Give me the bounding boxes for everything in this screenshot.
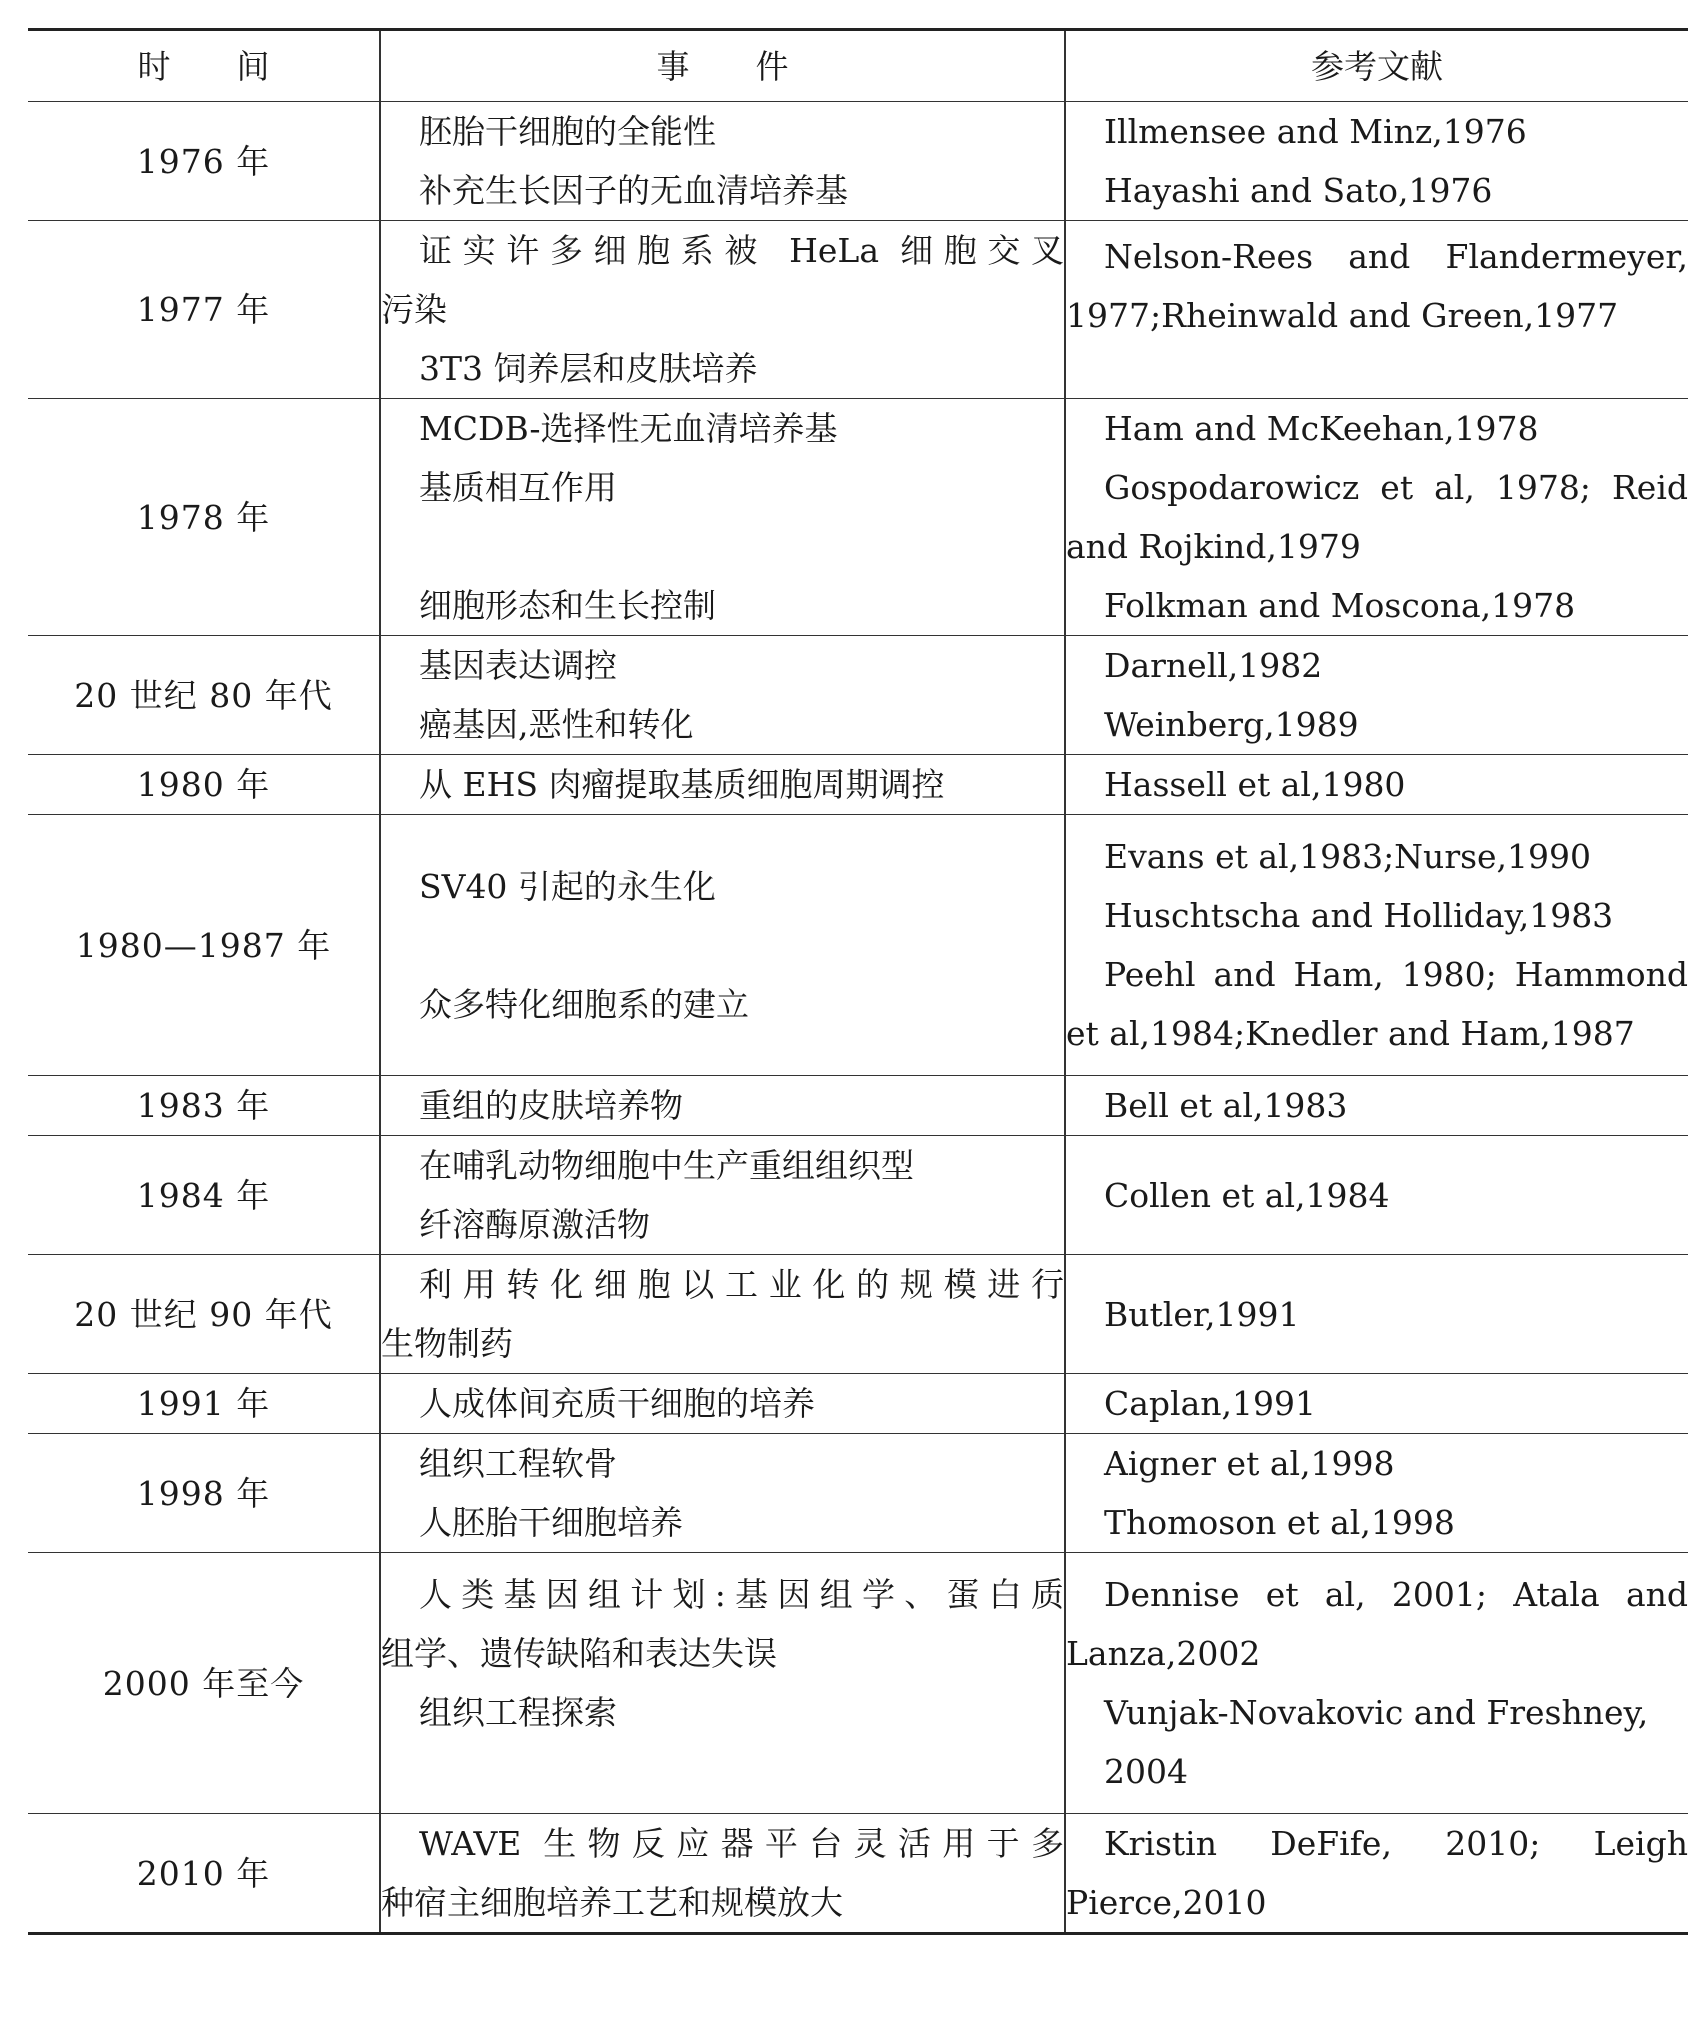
row-time: 20 世纪 80 年代 — [28, 636, 380, 755]
ref-line: Dennise et al, 2001; Atala and — [1104, 1575, 1688, 1614]
table-row — [28, 815, 1688, 1076]
row-time: 2000 年至今 — [28, 1553, 380, 1814]
ref-line: Folkman and Moscona,1978 — [1104, 586, 1576, 625]
ref-line: Hayashi and Sato,1976 — [1104, 171, 1493, 210]
header-refs: 参考文献 — [1065, 30, 1688, 102]
event-line: 人类基因组计划:基因组学、蛋白质 — [419, 1575, 1064, 1614]
ref-line: Weinberg,1989 — [1104, 705, 1359, 744]
row-events — [380, 102, 1065, 221]
row-refs — [1065, 1136, 1688, 1255]
event-line: 种宿主细胞培养工艺和规模放大 — [381, 1883, 843, 1922]
row-refs — [1065, 1553, 1688, 1814]
ref-line: Gospodarowicz et al, 1978; Reid — [1104, 468, 1688, 507]
ref-line: and Rojkind,1979 — [1066, 527, 1361, 566]
table-row — [28, 399, 1688, 636]
row-time: 20 世纪 90 年代 — [28, 1255, 380, 1374]
row-refs — [1065, 1814, 1688, 1934]
table-row — [28, 221, 1688, 399]
event-line: SV40 引起的永生化 — [419, 866, 716, 906]
event-line: 组织工程探索 — [419, 1693, 617, 1732]
row-refs — [1065, 1374, 1688, 1434]
line-spacer — [381, 916, 1064, 975]
event-line: 生物制药 — [381, 1324, 513, 1363]
row-time: 1998 年 — [28, 1434, 380, 1553]
ref-line: Bell et al,1983 — [1104, 1086, 1348, 1125]
row-refs — [1065, 221, 1688, 399]
row-time: 1991 年 — [28, 1374, 380, 1434]
row-time: 2010 年 — [28, 1814, 380, 1934]
row-events — [380, 399, 1065, 636]
ref-line: Collen et al,1984 — [1104, 1175, 1390, 1215]
row-time: 1980—1987 年 — [28, 815, 380, 1076]
event-line: 在哺乳动物细胞中生产重组组织型 — [419, 1146, 914, 1185]
event-line: 利用转化细胞以工业化的规模进行 — [419, 1265, 1064, 1304]
ref-line: Vunjak-Novakovic and Freshney, — [1104, 1693, 1649, 1732]
row-events — [380, 1076, 1065, 1136]
row-time: 1984 年 — [28, 1136, 380, 1255]
event-line: MCDB-选择性无血清培养基 — [419, 409, 838, 448]
ref-line: Aigner et al,1998 — [1104, 1444, 1395, 1483]
row-events — [380, 221, 1065, 399]
event-line: 纤溶酶原激活物 — [419, 1205, 650, 1244]
row-events — [380, 1434, 1065, 1553]
row-time: 1976 年 — [28, 102, 380, 221]
event-line: 癌基因,恶性和转化 — [419, 705, 694, 744]
row-refs — [1065, 755, 1688, 815]
row-events — [380, 815, 1065, 1076]
row-time: 1977 年 — [28, 221, 380, 399]
row-events — [380, 1255, 1065, 1374]
row-events — [380, 1374, 1065, 1434]
table-row — [28, 755, 1688, 815]
row-time: 1980 年 — [28, 755, 380, 815]
event-line: 污染 — [381, 290, 447, 329]
ref-line: 1977;Rheinwald and Green,1977 — [1066, 296, 1619, 335]
event-line: 人胚胎干细胞培养 — [419, 1503, 683, 1542]
ref-line: Thomoson et al,1998 — [1104, 1503, 1455, 1542]
event-line: 众多特化细胞系的建立 — [419, 984, 749, 1024]
ref-line: Lanza,2002 — [1066, 1634, 1261, 1673]
table-row — [28, 1255, 1688, 1374]
row-refs — [1065, 815, 1688, 1076]
ref-line: Caplan,1991 — [1104, 1384, 1317, 1423]
history-table — [28, 28, 1688, 1935]
table-row — [28, 1434, 1688, 1553]
table-row — [28, 1136, 1688, 1255]
row-refs — [1065, 1076, 1688, 1136]
ref-line: Peehl and Ham, 1980; Hammond — [1104, 955, 1688, 994]
row-events — [380, 1553, 1065, 1814]
ref-line: Huschtscha and Holliday,1983 — [1104, 896, 1614, 935]
table-row — [28, 1076, 1688, 1136]
row-time: 1983 年 — [28, 1076, 380, 1136]
ref-line: Evans et al,1983;Nurse,1990 — [1104, 837, 1592, 876]
ref-line: Pierce,2010 — [1066, 1883, 1267, 1922]
row-refs — [1065, 399, 1688, 636]
event-line: 3T3 饲养层和皮肤培养 — [419, 349, 758, 388]
line-spacer — [381, 517, 1064, 576]
ref-line: Kristin DeFife, 2010; Leigh — [1104, 1824, 1688, 1863]
row-time: 1978 年 — [28, 399, 380, 636]
event-line: WAVE 生物反应器平台灵活用于多 — [419, 1824, 1064, 1863]
row-events — [380, 755, 1065, 815]
event-line: 重组的皮肤培养物 — [419, 1086, 683, 1125]
event-line: 人成体间充质干细胞的培养 — [419, 1384, 815, 1423]
header-time: 时 间 — [28, 30, 380, 102]
ref-line: Nelson-Rees and Flandermeyer, — [1104, 237, 1688, 276]
row-refs — [1065, 636, 1688, 755]
event-line: 细胞形态和生长控制 — [419, 586, 716, 625]
row-refs — [1065, 102, 1688, 221]
row-events — [380, 1136, 1065, 1255]
table-row — [28, 102, 1688, 221]
event-line: 证实许多细胞系被 HeLa 细胞交叉 — [419, 231, 1064, 270]
table-row — [28, 1553, 1688, 1814]
ref-line: Ham and McKeehan,1978 — [1104, 409, 1539, 448]
ref-line: 2004 — [1104, 1752, 1188, 1791]
table-row — [28, 1814, 1688, 1934]
event-line: 补充生长因子的无血清培养基 — [419, 171, 848, 210]
row-events — [380, 636, 1065, 755]
header-event: 事 件 — [380, 30, 1065, 102]
ref-line: Hassell et al,1980 — [1104, 765, 1406, 804]
event-line: 基质相互作用 — [419, 468, 617, 507]
row-refs — [1065, 1255, 1688, 1374]
header-row — [28, 30, 1688, 102]
ref-line: Butler,1991 — [1104, 1294, 1300, 1334]
ref-line: Darnell,1982 — [1104, 646, 1323, 685]
event-line: 组织工程软骨 — [419, 1444, 617, 1483]
event-line: 组学、遗传缺陷和表达失误 — [381, 1634, 777, 1673]
table-row — [28, 1374, 1688, 1434]
event-line: 基因表达调控 — [419, 646, 617, 685]
table-row — [28, 636, 1688, 755]
row-events — [380, 1814, 1065, 1934]
event-line: 从 EHS 肉瘤提取基质细胞周期调控 — [419, 765, 945, 804]
row-refs — [1065, 1434, 1688, 1553]
ref-line: Illmensee and Minz,1976 — [1104, 112, 1527, 151]
event-line: 胚胎干细胞的全能性 — [419, 112, 716, 151]
ref-line: et al,1984;Knedler and Ham,1987 — [1066, 1014, 1635, 1053]
